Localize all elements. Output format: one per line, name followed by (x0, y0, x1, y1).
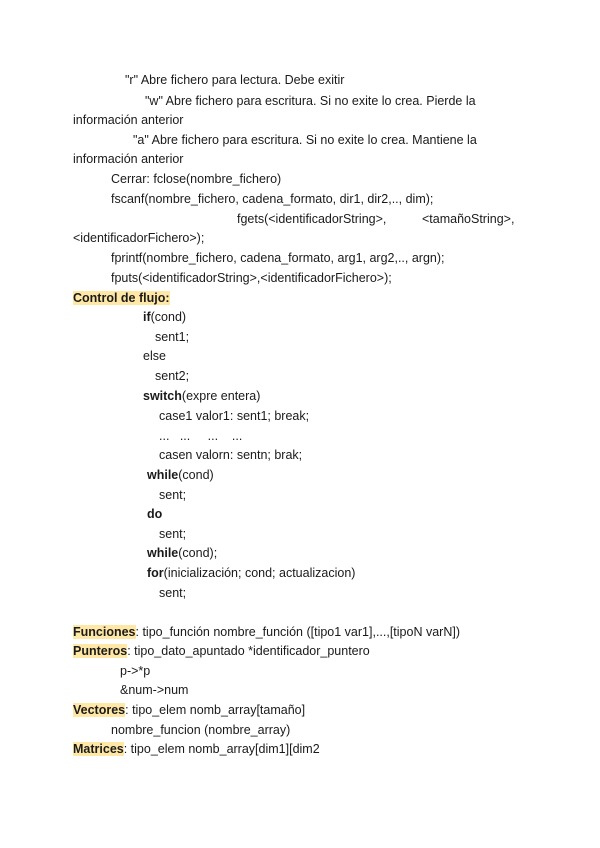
case-dots-line: ... ... ... ... (159, 429, 243, 443)
mode-w-text-line1: "w" Abre fichero para escritura. Si no exite lo crea. Pierde la (145, 94, 476, 108)
funciones-text: : tipo_función nombre_función ([tipo1 var1],...,[tipoN varN]) (135, 625, 460, 639)
vectores-call-line: nombre_funcion (nombre_array) (111, 723, 291, 737)
pointer-example-2: &num->num (120, 683, 189, 697)
fscanf-line: fscanf(nombre_fichero, cadena_formato, dir1, dir2,.., dim); (111, 192, 434, 206)
vectores-label: Vectores (73, 703, 126, 717)
casen-line: casen valorn: sentn; brak; (159, 448, 303, 462)
switch-keyword: switch (143, 389, 182, 403)
fprintf-line: fprintf(nombre_fichero, cadena_formato, arg1, arg2,.., argn); (111, 251, 445, 265)
for-keyword: for (147, 566, 164, 580)
if-line (143, 308, 186, 326)
matrices-label: Matrices (73, 742, 124, 756)
vectores-text: : tipo_elem nomb_array[tamaño] (125, 703, 306, 717)
mode-a-text-line2: información anterior (73, 152, 184, 166)
funciones-line (73, 623, 460, 641)
pointer-example-1: p->*p (120, 664, 151, 678)
sent1-line: sent1; (155, 330, 190, 344)
do-while-line (147, 544, 217, 562)
fgets-line-part1: fgets(<identificadorString>, (237, 212, 387, 226)
do-sent-line: sent; (159, 527, 187, 541)
case1-line: case1 valor1: sent1; break; (159, 409, 310, 423)
while-condition: (cond) (178, 468, 214, 482)
sent2-line: sent2; (155, 369, 190, 383)
funciones-label: Funciones (73, 625, 136, 639)
while-keyword: while (147, 468, 179, 482)
for-sent-line: sent; (159, 586, 187, 600)
mode-r-text: "r" Abre fichero para lectura. Debe exitir (125, 73, 345, 87)
do-while-condition: (cond); (178, 546, 218, 560)
do-keyword: do (147, 507, 163, 521)
fputs-line: fputs(<identificadorString>,<identificadorFichero>); (111, 271, 392, 285)
matrices-text: : tipo_elem nomb_array[dim1][dim2 (123, 742, 320, 756)
punteros-label: Punteros (73, 644, 128, 658)
for-header: (inicialización; cond; actualizacion) (163, 566, 356, 580)
mode-a-text-line1: "a" Abre fichero para escritura. Si no exite lo crea. Mantiene la (133, 133, 477, 147)
for-line (147, 564, 355, 582)
vectores-line (73, 701, 305, 719)
if-condition: (cond) (150, 310, 187, 324)
else-line: else (143, 349, 166, 363)
if-keyword: if (143, 310, 151, 324)
fgets-line-part2: <tamañoString>, (422, 212, 515, 226)
punteros-text: : tipo_dato_apuntado *identificador_puntero (127, 644, 370, 658)
control-flow-heading: Control de flujo: (73, 291, 170, 305)
while-line (147, 466, 214, 484)
switch-line (143, 387, 260, 405)
punteros-line (73, 642, 370, 660)
switch-expression: (expre entera) (181, 389, 261, 403)
do-line (147, 505, 162, 523)
matrices-line (73, 740, 320, 758)
do-while-keyword: while (147, 546, 179, 560)
mode-w-text-line2: información anterior (73, 113, 184, 127)
while-sent-line: sent; (159, 488, 187, 502)
fgets-line-part3: <identificadorFichero>); (73, 231, 205, 245)
fclose-line: Cerrar: fclose(nombre_fichero) (111, 172, 282, 186)
